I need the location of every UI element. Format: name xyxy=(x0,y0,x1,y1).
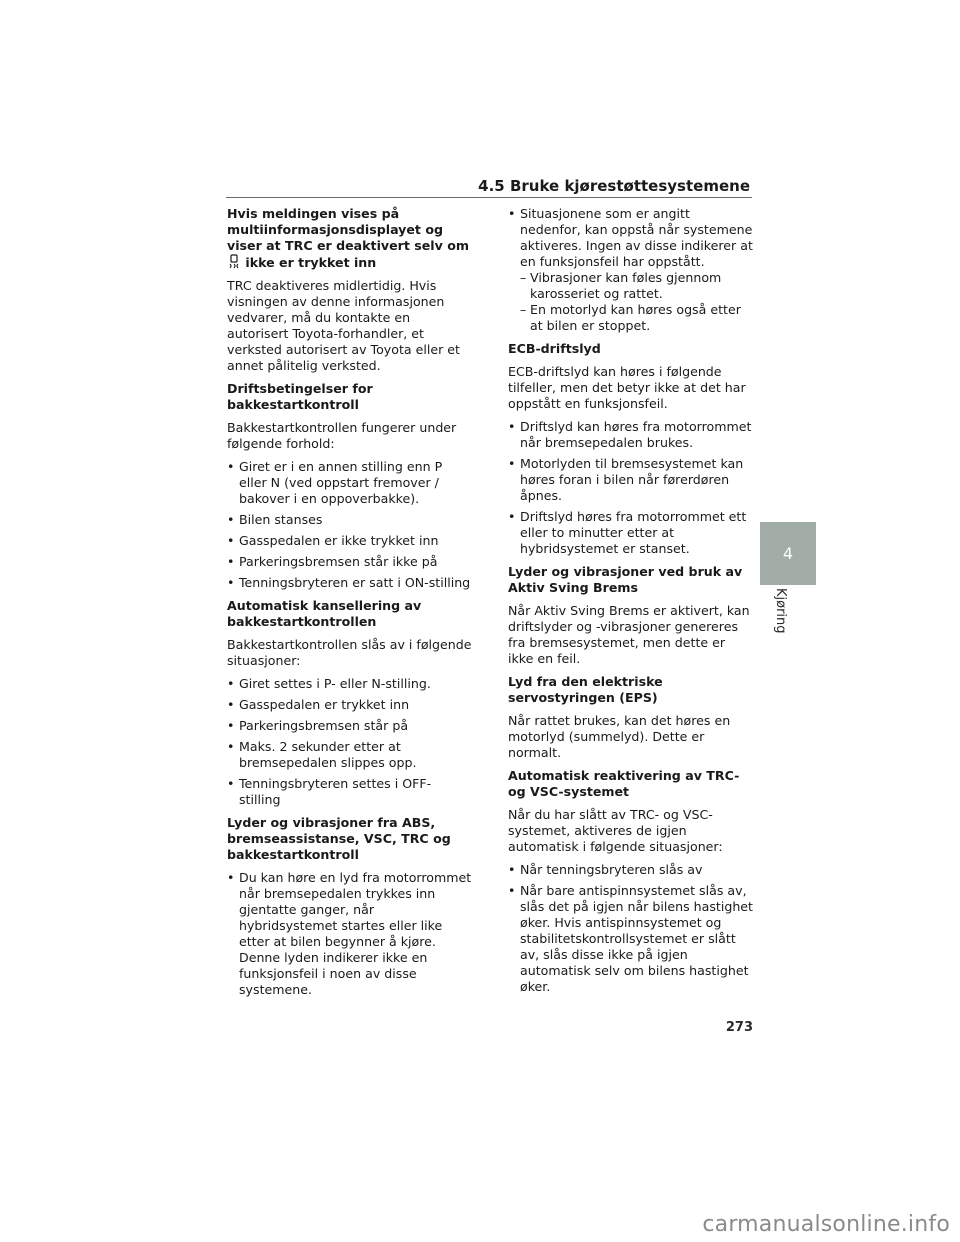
heading-trc-message-tail: ikke er trykket inn xyxy=(245,255,377,270)
list-item: • Du kan høre en lyd fra motorrommet når bremsepedalen trykkes inn gjentatte ganger, når hybridsystemet startes eller like etter at bilen begynner å kjøre. Denne lyden indikerer ikke en funksjonsfeil i noen av disse systemene. xyxy=(227,870,472,998)
heading-trc-message xyxy=(227,206,472,271)
paragraph-active-cornering-brake: Når Aktiv Sving Brems er aktivert, kan driftslyder og -vibrasjoner genereres fra bremsesystemet, men dette er ikke en feil. xyxy=(508,603,750,666)
list-item: • Motorlyden til bremsesystemet kan høres foran i bilen når førerdøren åpnes. xyxy=(508,456,753,504)
page-number: 273 xyxy=(725,1020,753,1035)
header-divider xyxy=(226,197,752,198)
list-hill-start-conditions xyxy=(227,459,472,591)
list-item: • Giret settes i P- eller N-stilling. xyxy=(227,676,472,692)
paragraph-hill-start-conditions: Bakkestartkontrollen fungerer under følgende forhold: xyxy=(227,420,457,451)
heading-abs-sounds: Lyder og vibrasjoner fra ABS, bremseassistanse, VSC, TRC og bakkestartkontroll xyxy=(227,815,451,862)
list-trc-vsc-reactivation xyxy=(508,862,753,995)
chapter-number: 4 xyxy=(782,544,794,563)
section-title: 4.5 Bruke kjørestøttesystemene xyxy=(478,177,750,195)
heading-ecb-sound: ECB-driftslyd xyxy=(508,341,601,356)
list-item: • Maks. 2 sekunder etter at bremsepedalen slippes opp. xyxy=(227,739,472,771)
list-system-situations xyxy=(508,206,753,334)
heading-trc-vsc-reactivation: Automatisk reaktivering av TRC- og VSC-systemet xyxy=(508,768,740,799)
sub-list-item: – Vibrasjoner kan føles gjennom karosseriet og rattet. xyxy=(520,270,753,302)
list-item: • Giret er i en annen stilling enn P eller N (ved oppstart fremover / bakover i en oppoverbakke). xyxy=(227,459,472,507)
list-item: • Tenningsbryteren er satt i ON-stilling xyxy=(227,575,472,591)
left-column xyxy=(227,206,472,1005)
heading-active-cornering-brake: Lyder og vibrasjoner ved bruk av Aktiv Sving Brems xyxy=(508,564,743,595)
paragraph-hill-start-cancel: Bakkestartkontrollen slås av i følgende situasjoner: xyxy=(227,637,472,668)
heading-trc-message-text: Hvis meldingen vises på multiinformasjonsdisplayet og viser at TRC er deaktivert selv om xyxy=(227,206,469,253)
paragraph-trc: TRC deaktiveres midlertidig. Hvis visningen av denne informasjonen vedvarer, må du kontakte en autorisert Toyota-forhandler, et verksted autorisert av Toyota eller et annet pålitelig verksted. xyxy=(227,278,460,373)
paragraph-eps-sound: Når rattet brukes, kan det høres en motorlyd (summelyd). Dette er normalt. xyxy=(508,713,731,760)
list-item: • Gasspedalen er trykket inn xyxy=(227,697,472,713)
list-hill-start-cancel xyxy=(227,676,472,808)
list-item: • Parkeringsbremsen står ikke på xyxy=(227,554,472,570)
sub-list xyxy=(520,270,753,334)
watermark: carmanualsonline.info xyxy=(702,1212,950,1237)
chapter-label: Kjøring xyxy=(773,588,788,634)
trc-off-icon xyxy=(228,254,240,270)
list-item: • Parkeringsbremsen står på xyxy=(227,718,472,734)
paragraph-trc-vsc-reactivation: Når du har slått av TRC- og VSC-systemet, aktiveres de igjen automatisk i følgende situasjoner: xyxy=(508,807,723,854)
list-item-text: Situasjonene som er angitt nedenfor, kan oppstå når systemene aktiveres. Ingen av disse indikerer at en funksjonsfeil har oppstått. xyxy=(520,206,753,269)
heading-eps-sound: Lyd fra den elektriske servostyringen (EPS) xyxy=(508,674,663,705)
list-item: • Driftslyd kan høres fra motorrommet når bremsepedalen brukes. xyxy=(508,419,753,451)
heading-hill-start-conditions: Driftsbetingelser for bakkestartkontroll xyxy=(227,381,373,412)
paragraph-ecb-sound: ECB-driftslyd kan høres i følgende tilfeller, men det betyr ikke at det har oppstått en funksjonsfeil. xyxy=(508,364,746,411)
right-column xyxy=(508,206,753,1002)
list-ecb-sound xyxy=(508,419,753,557)
list-item: • Bilen stanses xyxy=(227,512,472,528)
list-item xyxy=(508,206,753,334)
list-item: • Når bare antispinnsystemet slås av, slås det på igjen når bilens hastighet øker. Hvis antispinnsystemet og stabilitetskontrollsystemet er slått av, slås disse ikke på igjen automatisk selv om bilens hastighet øker. xyxy=(508,883,753,995)
chapter-tab[interactable] xyxy=(760,522,816,585)
list-item: • Driftslyd høres fra motorrommet ett eller to minutter etter at hybridsystemet er stanset. xyxy=(508,509,753,557)
list-abs-sounds xyxy=(227,870,472,998)
list-item: • Gasspedalen er ikke trykket inn xyxy=(227,533,472,549)
list-item: • Når tenningsbryteren slås av xyxy=(508,862,753,878)
sub-list-item: – En motorlyd kan høres også etter at bilen er stoppet. xyxy=(520,302,753,334)
heading-hill-start-cancel: Automatisk kansellering av bakkestartkontrollen xyxy=(227,598,422,629)
list-item: • Tenningsbryteren settes i OFF-stilling xyxy=(227,776,472,808)
